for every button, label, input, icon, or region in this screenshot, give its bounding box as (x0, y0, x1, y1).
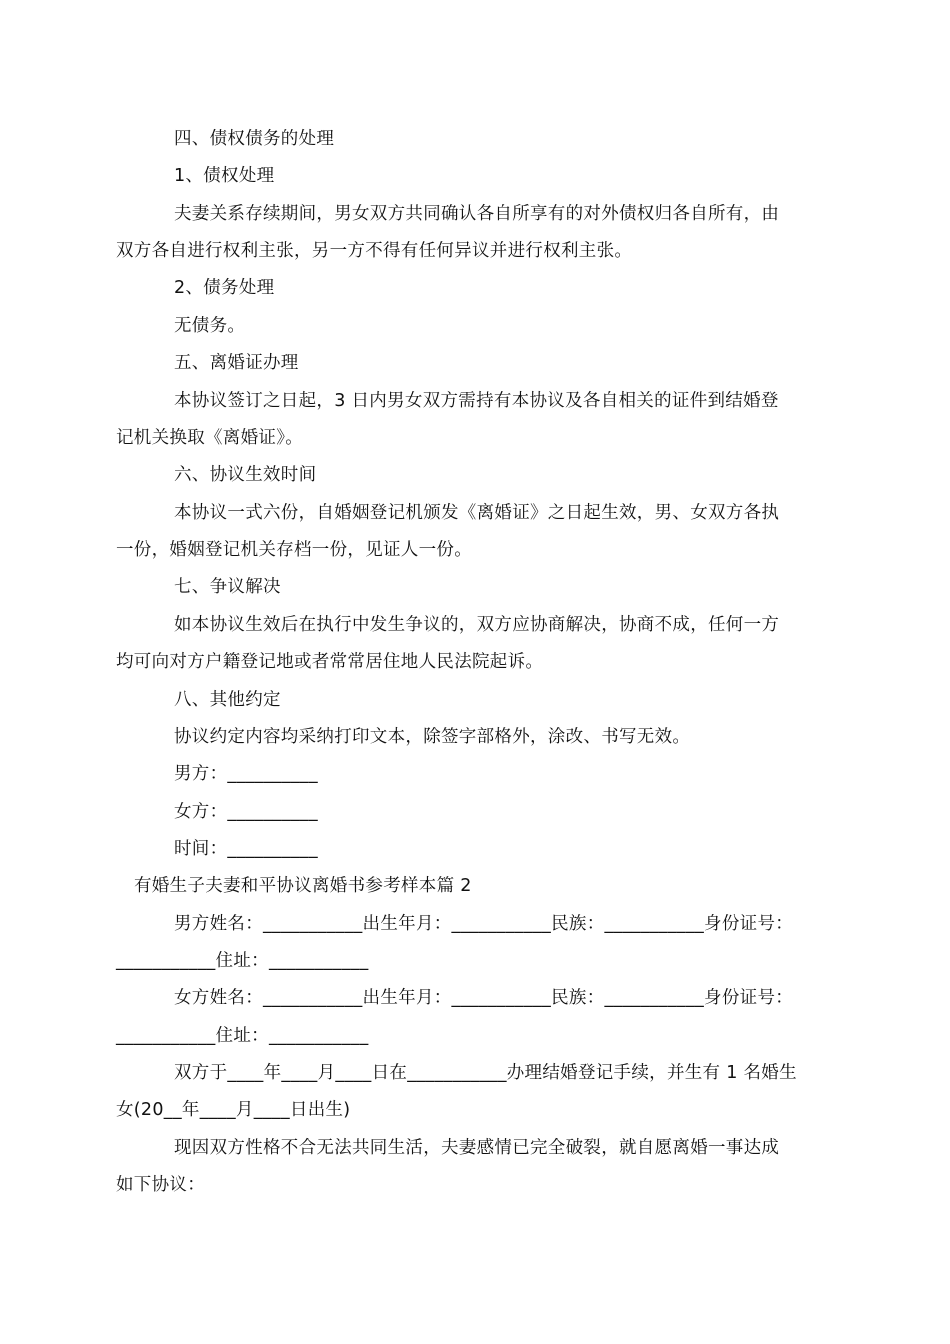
section-heading-certificate: 五、离婚证办理 (174, 353, 299, 373)
subheading-claims: 1、债权处理 (174, 166, 275, 186)
form-line-female-address: ___________住址：___________ (116, 1026, 369, 1046)
section-heading-other: 八、其他约定 (174, 690, 281, 710)
section-heading-debts: 四、债权债务的处理 (174, 129, 335, 149)
paragraph-line: 一份，婚姻登记机关存档一份，见证人一份。 (116, 540, 472, 560)
paragraph-line: 如本协议生效后在执行中发生争议的，双方应协商解决，协商不成，任何一方 (174, 615, 780, 635)
form-line-female-info: 女方姓名：___________出生年月：___________民族：___________身份证号： (174, 988, 794, 1008)
paragraph-line: 如下协议： (116, 1175, 205, 1195)
paragraph-line: 夫妻关系存续期间，男女双方共同确认各自所享有的对外债权归各自所有，由 (174, 204, 780, 224)
paragraph-line: 双方各自进行权利主张，另一方不得有任何异议并进行权利主张。 (116, 241, 633, 261)
paragraph-line: 无债务。 (174, 316, 246, 336)
section-heading-effective-time: 六、协议生效时间 (174, 465, 317, 485)
sample-title: 有婚生子夫妻和平协议离婚书参考样本篇 2 (134, 876, 472, 896)
section-heading-dispute: 七、争议解决 (174, 577, 281, 597)
paragraph-line: 现因双方性格不合无法共同生活，夫妻感情已完全破裂，就自愿离婚一事达成 (174, 1138, 780, 1158)
signature-line-female: 女方：__________ (174, 802, 318, 822)
signature-line-date: 时间：__________ (174, 839, 318, 859)
paragraph-line: 双方于____年____月____日在___________办理结婚登记手续，并生有 1 名婚生 (174, 1063, 797, 1083)
paragraph-line: 本协议签订之日起，3 日内男女双方需持有本协议及各自相关的证件到结婚登 (174, 391, 779, 411)
signature-line-male: 男方：__________ (174, 764, 318, 784)
form-line-male-info: 男方姓名：___________出生年月：___________民族：___________身份证号： (174, 914, 794, 934)
paragraph-line: 本协议一式六份，自婚姻登记机颁发《离婚证》之日起生效，男、女双方各执 (174, 503, 780, 523)
form-line-male-address: ___________住址：___________ (116, 951, 369, 971)
subheading-debts: 2、债务处理 (174, 278, 275, 298)
paragraph-line: 记机关换取《离婚证》。 (116, 428, 304, 448)
paragraph-line: 女(20__年____月____日出生) (116, 1100, 351, 1120)
paragraph-line: 均可向对方户籍登记地或者常常居住地人民法院起诉。 (116, 652, 544, 672)
paragraph-line: 协议约定内容均采纳打印文本，除签字部格外，涂改、书写无效。 (174, 727, 691, 747)
